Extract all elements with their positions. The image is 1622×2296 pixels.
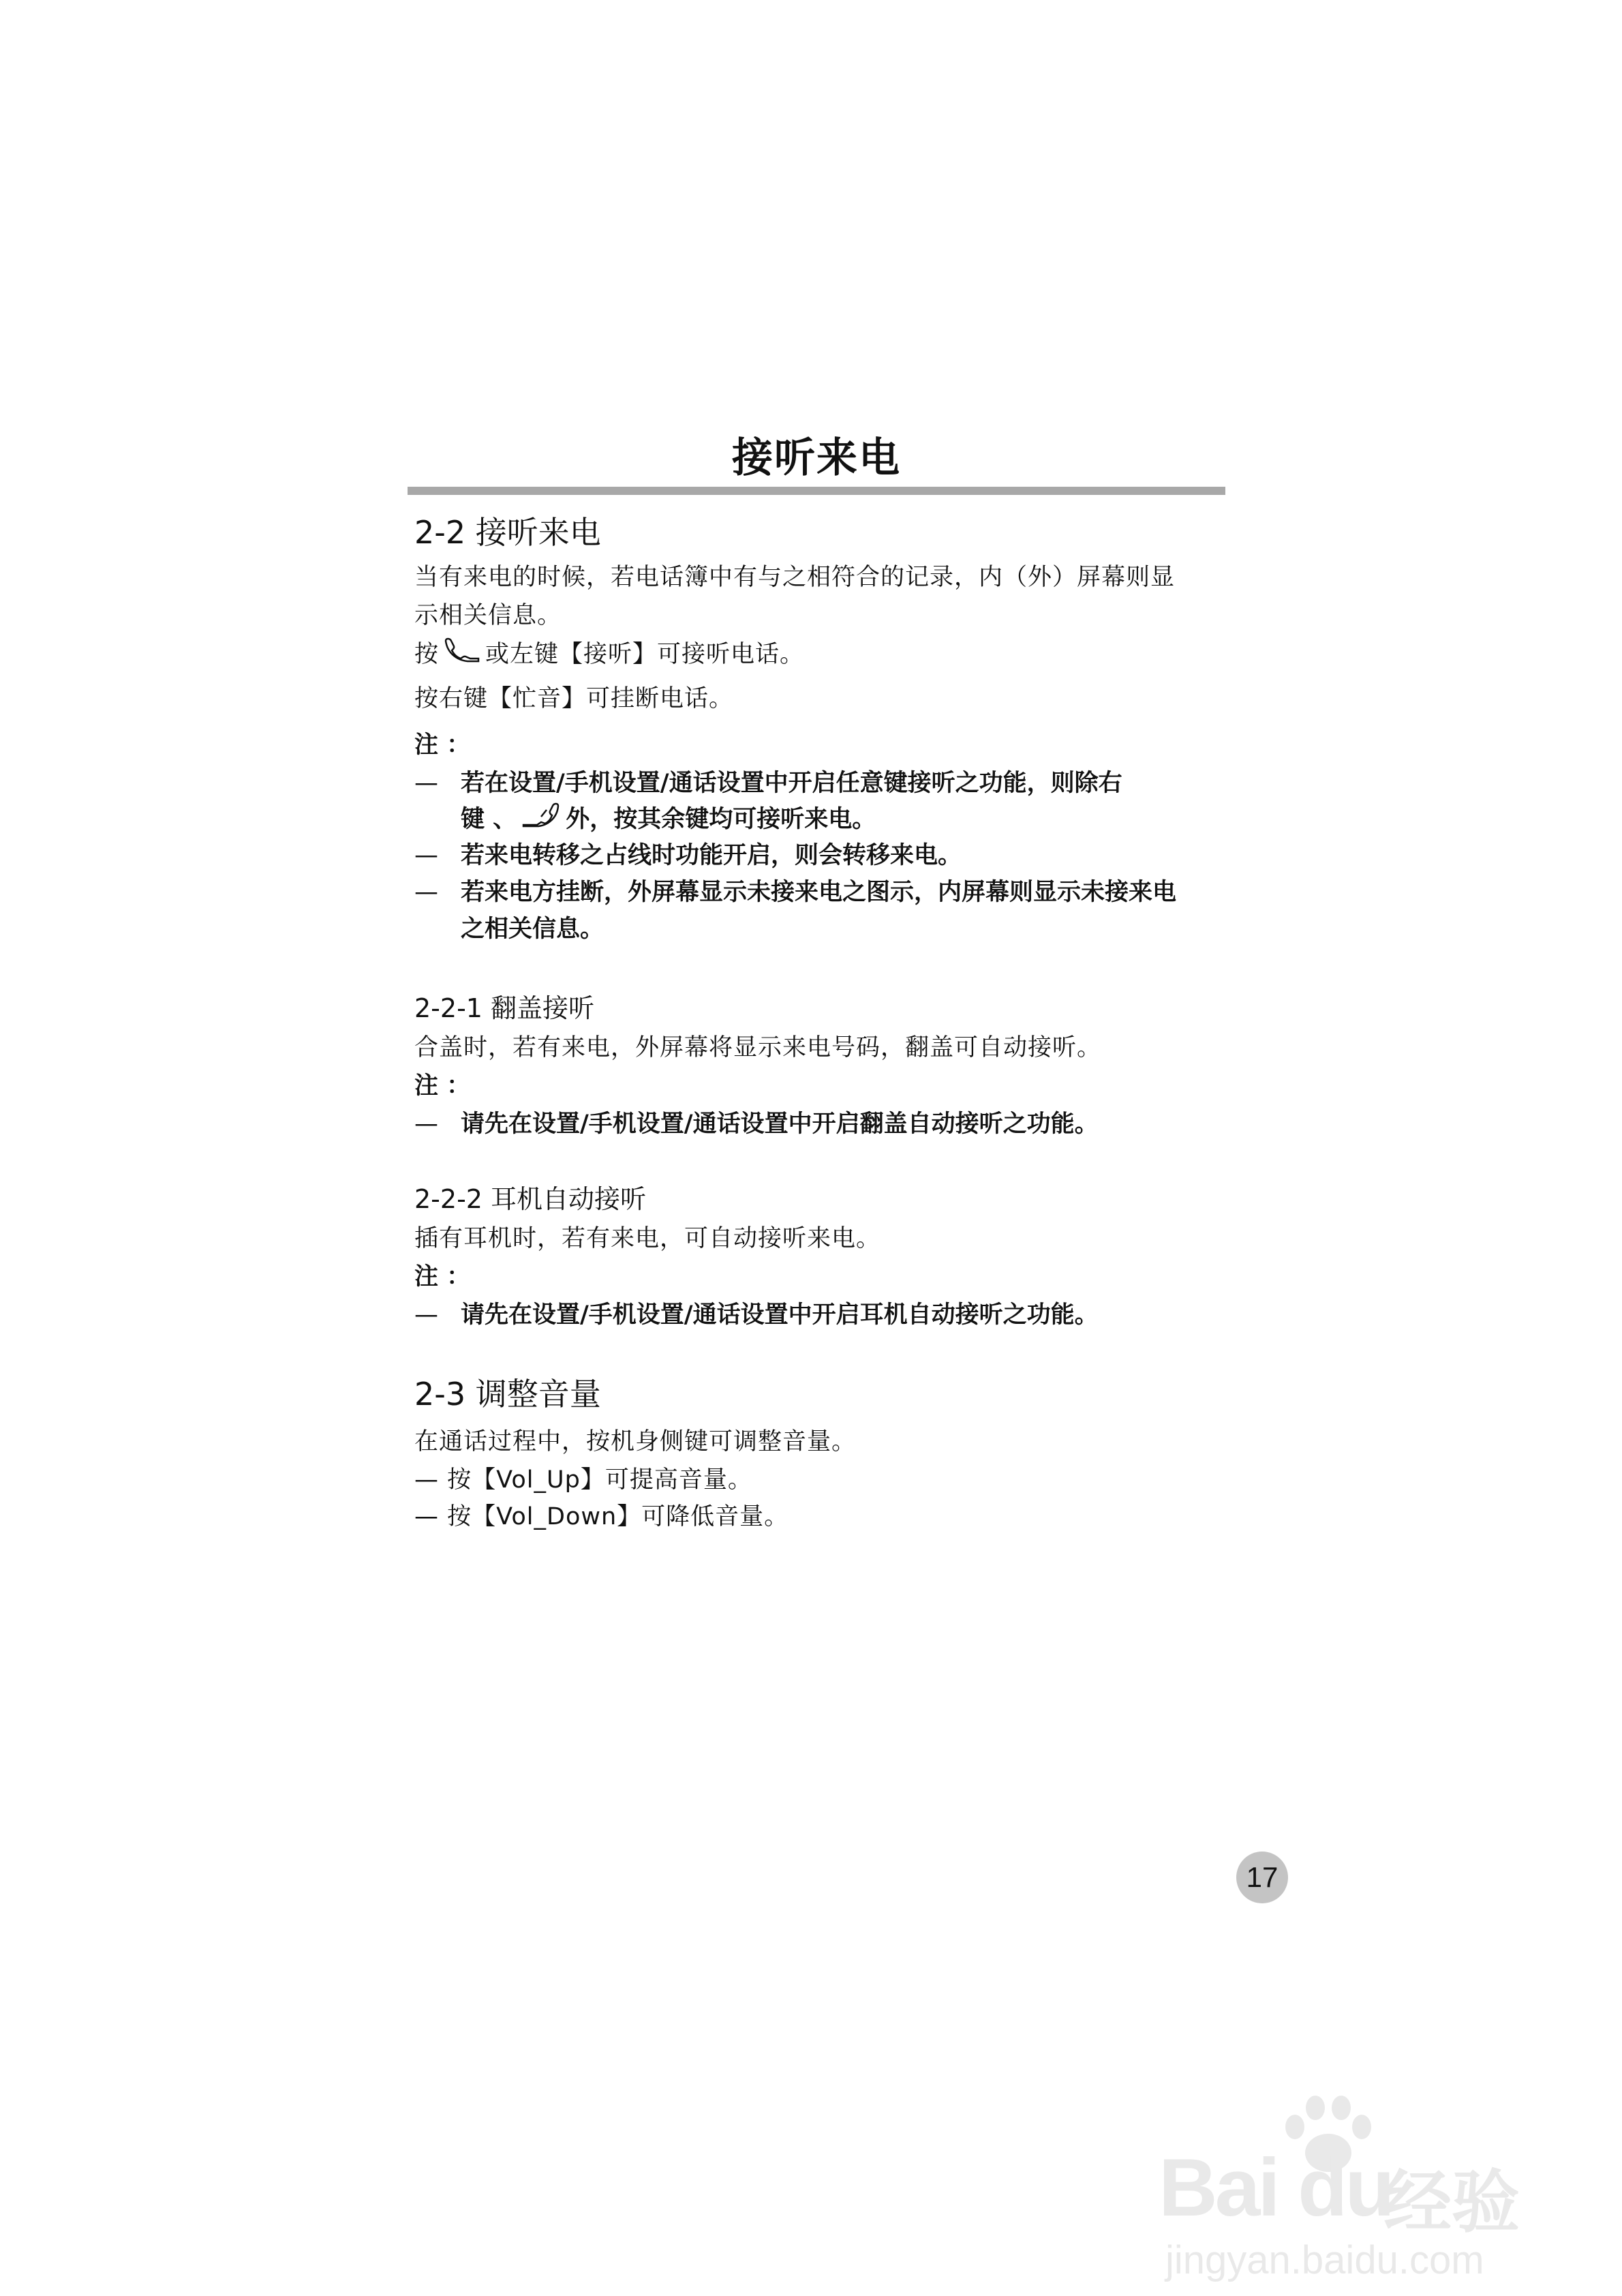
note-dash: — bbox=[414, 842, 438, 869]
page-number: 17 bbox=[1236, 1852, 1288, 1903]
answer-prefix: 按 bbox=[414, 641, 440, 668]
note-label: 注 ： bbox=[414, 731, 471, 759]
section-heading-2-2-2: 2-2-2 耳机自动接听 bbox=[414, 1184, 647, 1214]
baidu-watermark bbox=[1159, 2093, 1540, 2291]
watermark-url: jingyan.baidu.com bbox=[1165, 2238, 1484, 2282]
answer-suffix: 或左键【接听】可接听电话。 bbox=[485, 641, 805, 668]
note-label: 注 ： bbox=[414, 1072, 471, 1100]
watermark-cn: 经验 bbox=[1383, 2162, 1520, 2242]
note-1-line2-suffix: 外，按其余键均可接听来电。 bbox=[566, 806, 876, 833]
note-1-line2-prefix: 键 、 bbox=[461, 806, 517, 833]
section-2-3-text: 在通话过程中，按机身侧键可调整音量。 bbox=[414, 1428, 857, 1455]
section-2-2-2-text: 插有耳机时，若有来电，可自动接听来电。 bbox=[414, 1225, 881, 1252]
note-dash: — bbox=[414, 1301, 438, 1329]
section-2-2-line1: 当有来电的时候，若电话簿中有与之相符合的记录，内（外）屏幕则显 bbox=[414, 564, 1176, 591]
section-heading-2-2-1: 2-2-1 翻盖接听 bbox=[414, 993, 595, 1023]
note-3-line1: 若来电方挂断，外屏幕显示未接来电之图示，内屏幕则显示未接来电 bbox=[461, 879, 1177, 906]
section-heading-2-3: 2-3 调整音量 bbox=[414, 1376, 601, 1413]
page-title: 接听来电 bbox=[732, 434, 901, 482]
call-key-icon bbox=[443, 637, 481, 674]
watermark-logo: Bai du bbox=[1159, 2142, 1392, 2233]
title-divider bbox=[408, 487, 1225, 495]
vol-down-item: — 按【Vol_Down】可降低音量。 bbox=[414, 1503, 789, 1530]
reject-instruction: 按右键【忙音】可挂断电话。 bbox=[414, 685, 734, 712]
note-2: 若来电转移之占线时功能开启，则会转移来电。 bbox=[461, 842, 962, 869]
section-2-2-line2: 示相关信息。 bbox=[414, 602, 562, 629]
vol-up-item: — 按【Vol_Up】可提高音量。 bbox=[414, 1466, 752, 1494]
section-2-2-1-text: 合盖时，若有来电，外屏幕将显示来电号码，翻盖可自动接听。 bbox=[414, 1034, 1102, 1061]
note-dash: — bbox=[414, 879, 438, 906]
section-2-2-1-note: 请先在设置/手机设置/通话设置中开启翻盖自动接听之功能。 bbox=[461, 1111, 1099, 1138]
note-dash: — bbox=[414, 1111, 438, 1138]
section-2-2-2-note: 请先在设置/手机设置/通话设置中开启耳机自动接听之功能。 bbox=[461, 1301, 1099, 1329]
note-label: 注 ： bbox=[414, 1263, 471, 1290]
note-1-line2 bbox=[461, 802, 876, 839]
note-3-line2: 之相关信息。 bbox=[461, 916, 605, 943]
note-1-line1: 若在设置/手机设置/通话设置中开启任意键接听之功能，则除右 bbox=[461, 770, 1122, 797]
end-key-icon bbox=[521, 802, 562, 839]
note-dash: — bbox=[414, 770, 438, 797]
section-heading-2-2: 2-2 接听来电 bbox=[414, 514, 601, 551]
answer-instruction bbox=[414, 637, 804, 674]
